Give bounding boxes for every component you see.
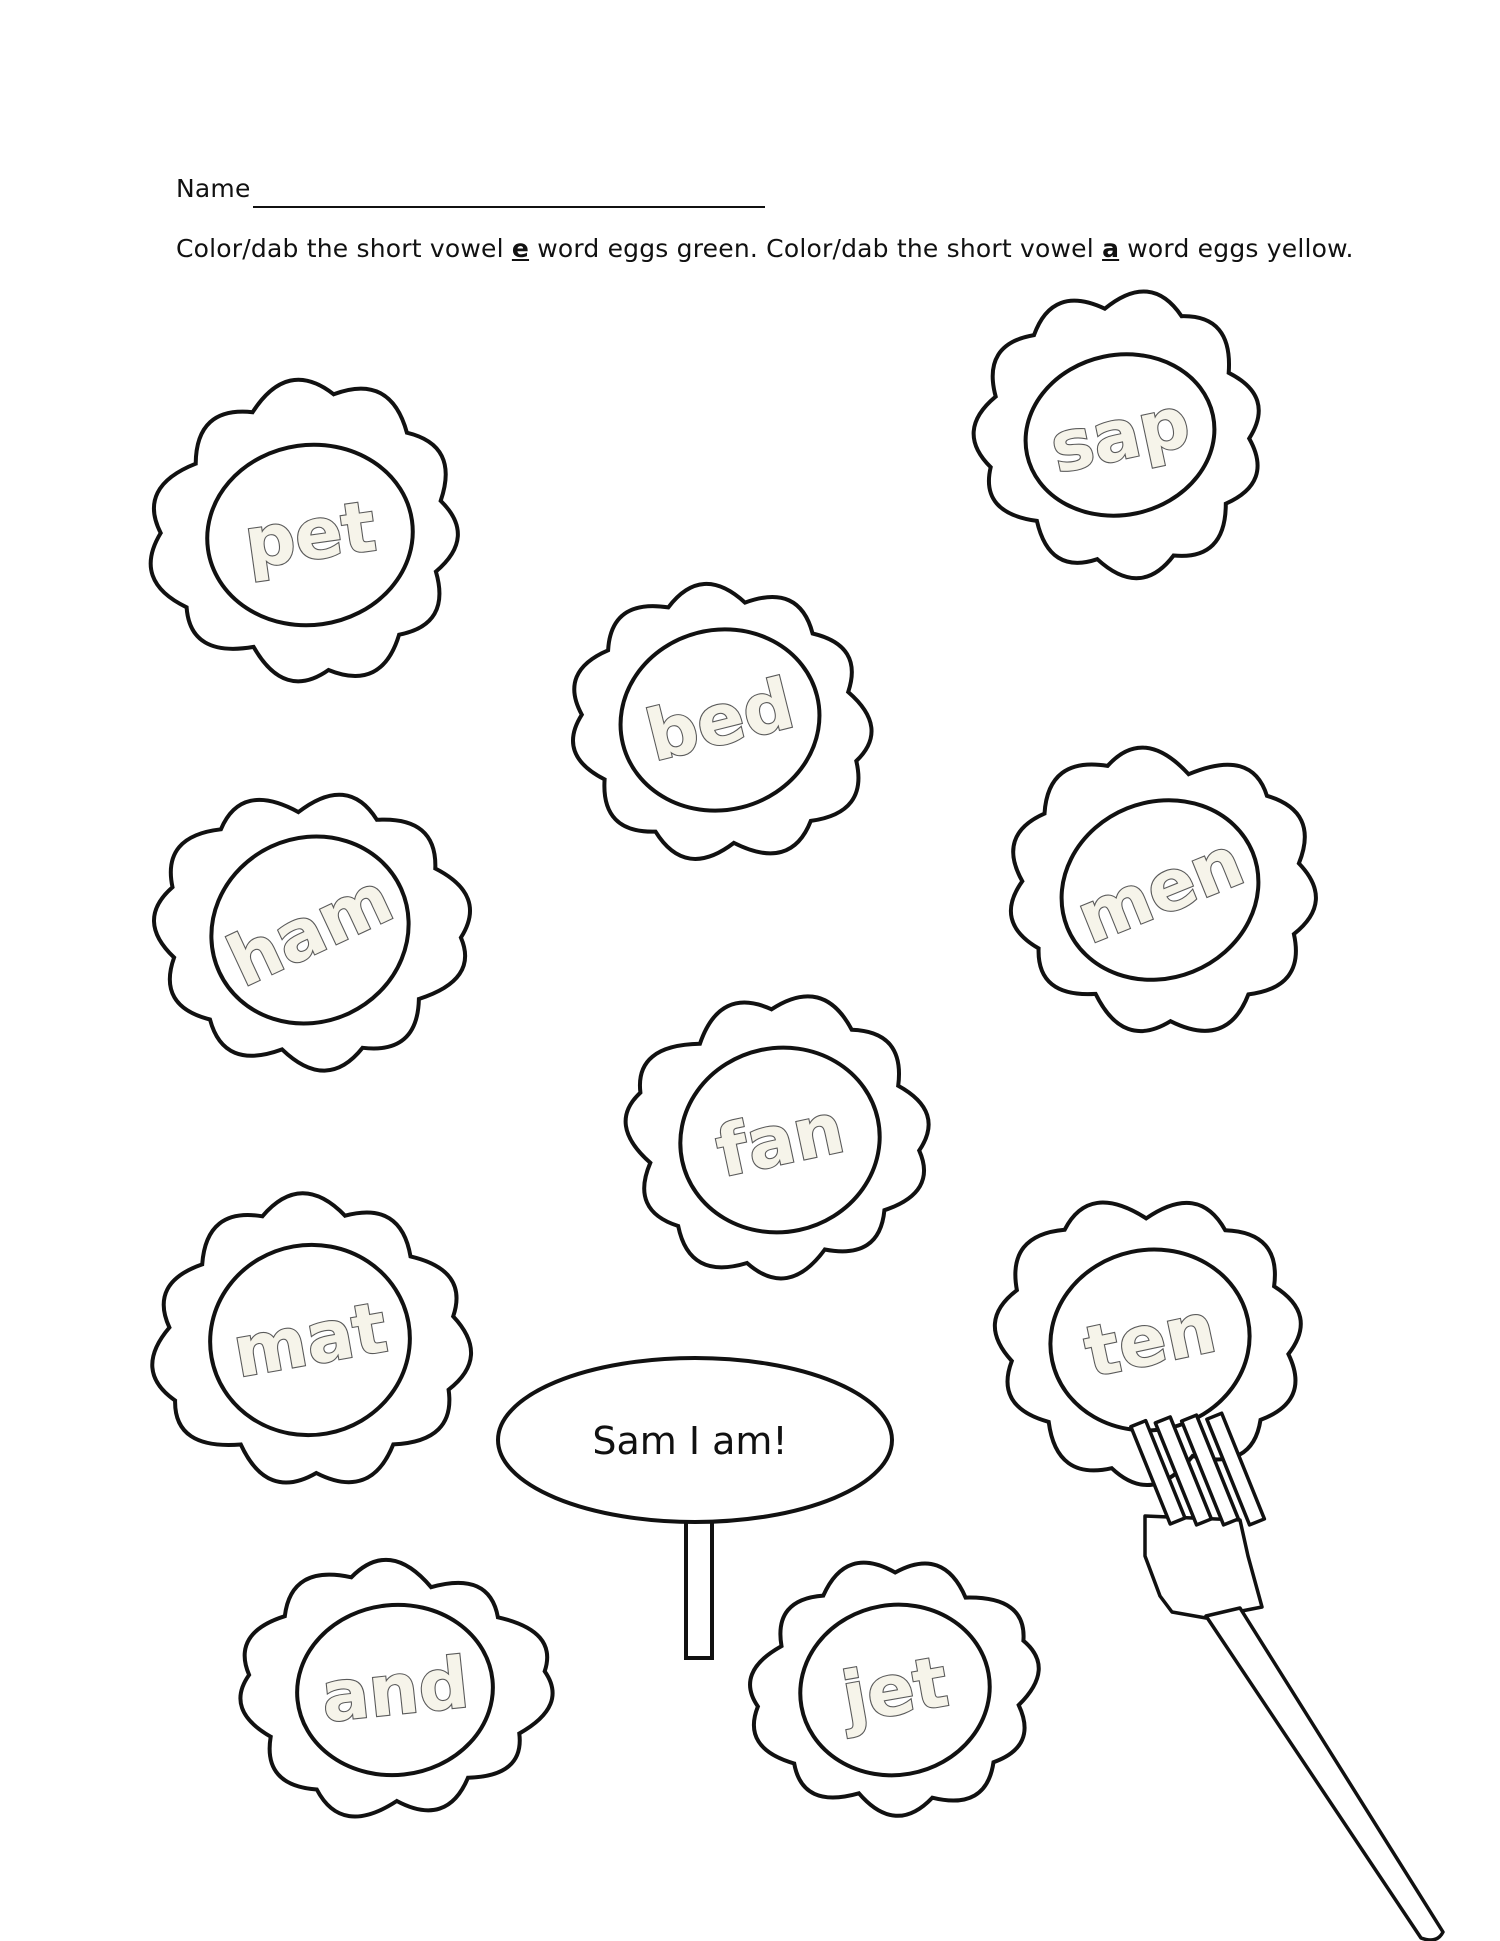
egg-sap[interactable]: [974, 291, 1259, 578]
egg-word: men: [1065, 820, 1255, 960]
instructions-part1: Color/dab the short vowel: [176, 233, 512, 263]
fork-icon: [1131, 1413, 1443, 1940]
egg-and[interactable]: [240, 1560, 552, 1817]
egg-word: pet: [239, 485, 381, 585]
name-label: Name: [176, 174, 251, 203]
egg-word: fan: [709, 1086, 851, 1194]
egg-word: sap: [1043, 380, 1197, 490]
egg-ham[interactable]: [154, 795, 470, 1071]
egg-word: ham: [215, 856, 405, 1004]
egg-fan[interactable]: [626, 996, 929, 1278]
egg-word: bed: [638, 662, 802, 778]
egg-word: and: [317, 1641, 473, 1739]
instructions-part2: word eggs green. Color/dab the short vowel: [529, 233, 1103, 263]
egg-men[interactable]: [1011, 748, 1316, 1032]
instructions-part3: word eggs yellow.: [1119, 233, 1354, 263]
egg-pet[interactable]: [151, 380, 458, 682]
egg-jet[interactable]: [750, 1563, 1039, 1816]
egg-word: mat: [227, 1286, 393, 1394]
vowel-e: e: [511, 233, 530, 263]
egg-word: ten: [1077, 1286, 1223, 1394]
egg-bed[interactable]: [573, 584, 872, 859]
sign-text: Sam I am!: [592, 1419, 788, 1463]
egg-mat[interactable]: [152, 1193, 471, 1482]
sign-post: [686, 1518, 712, 1658]
egg-word: jet: [836, 1640, 954, 1740]
vowel-a: a: [1102, 233, 1120, 263]
